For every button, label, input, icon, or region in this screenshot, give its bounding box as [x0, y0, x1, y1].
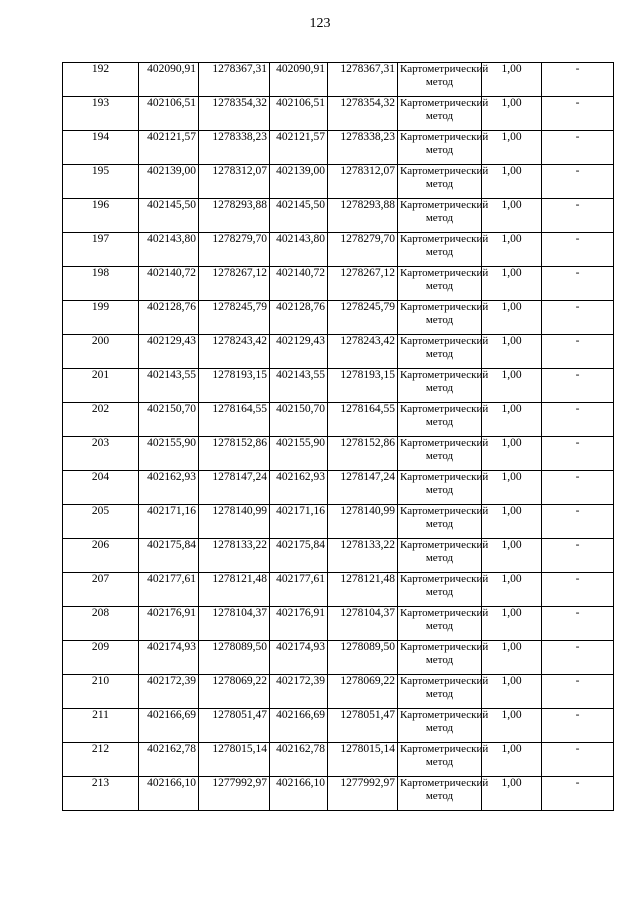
new-y-cell: 1278133,22	[328, 539, 398, 573]
point-number-cell: 206	[63, 539, 139, 573]
new-x-cell: 402106,51	[270, 97, 328, 131]
method-cell: Картометрический метод	[398, 131, 482, 165]
point-number-cell: 200	[63, 335, 139, 369]
new-y-cell: 1278015,14	[328, 743, 398, 777]
existing-y-cell: 1278015,14	[199, 743, 270, 777]
new-x-cell: 402166,10	[270, 777, 328, 811]
table-row	[63, 777, 614, 811]
note-cell: -	[542, 165, 614, 199]
new-y-cell: 1278104,37	[328, 607, 398, 641]
new-x-cell: 402177,61	[270, 573, 328, 607]
table-row	[63, 63, 614, 97]
note-cell: -	[542, 199, 614, 233]
new-y-cell: 1278267,12	[328, 267, 398, 301]
existing-y-cell: 1278354,32	[199, 97, 270, 131]
accuracy-cell: 1,00	[482, 539, 542, 573]
new-y-cell: 1278279,70	[328, 233, 398, 267]
table-row	[63, 335, 614, 369]
existing-x-cell: 402129,43	[139, 335, 199, 369]
existing-x-cell: 402143,55	[139, 369, 199, 403]
note-cell: -	[542, 539, 614, 573]
new-y-cell: 1278193,15	[328, 369, 398, 403]
existing-y-cell: 1278267,12	[199, 267, 270, 301]
table-row	[63, 199, 614, 233]
table-row	[63, 165, 614, 199]
new-x-cell: 402129,43	[270, 335, 328, 369]
point-number-cell: 212	[63, 743, 139, 777]
new-x-cell: 402175,84	[270, 539, 328, 573]
note-cell: -	[542, 641, 614, 675]
point-number-cell: 198	[63, 267, 139, 301]
point-number-cell: 199	[63, 301, 139, 335]
existing-y-cell: 1278147,24	[199, 471, 270, 505]
note-cell: -	[542, 233, 614, 267]
point-number-cell: 209	[63, 641, 139, 675]
new-x-cell: 402143,55	[270, 369, 328, 403]
point-number-cell: 213	[63, 777, 139, 811]
new-x-cell: 402139,00	[270, 165, 328, 199]
new-x-cell: 402162,93	[270, 471, 328, 505]
method-cell: Картометрический метод	[398, 641, 482, 675]
existing-x-cell: 402155,90	[139, 437, 199, 471]
existing-x-cell: 402128,76	[139, 301, 199, 335]
point-number-cell: 197	[63, 233, 139, 267]
method-cell: Картометрический метод	[398, 233, 482, 267]
accuracy-cell: 1,00	[482, 743, 542, 777]
accuracy-cell: 1,00	[482, 131, 542, 165]
note-cell: -	[542, 369, 614, 403]
point-number-cell: 202	[63, 403, 139, 437]
new-x-cell: 402150,70	[270, 403, 328, 437]
new-y-cell: 1278152,86	[328, 437, 398, 471]
accuracy-cell: 1,00	[482, 709, 542, 743]
note-cell: -	[542, 335, 614, 369]
new-y-cell: 1278293,88	[328, 199, 398, 233]
existing-x-cell: 402172,39	[139, 675, 199, 709]
accuracy-cell: 1,00	[482, 777, 542, 811]
point-number-cell: 208	[63, 607, 139, 641]
existing-x-cell: 402139,00	[139, 165, 199, 199]
note-cell: -	[542, 301, 614, 335]
new-y-cell: 1278243,42	[328, 335, 398, 369]
existing-x-cell: 402175,84	[139, 539, 199, 573]
new-y-cell: 1278089,50	[328, 641, 398, 675]
point-number-cell: 195	[63, 165, 139, 199]
accuracy-cell: 1,00	[482, 675, 542, 709]
table-row	[63, 233, 614, 267]
existing-x-cell: 402143,80	[139, 233, 199, 267]
point-number-cell: 211	[63, 709, 139, 743]
method-cell: Картометрический метод	[398, 403, 482, 437]
table-row	[63, 131, 614, 165]
accuracy-cell: 1,00	[482, 369, 542, 403]
point-number-cell: 194	[63, 131, 139, 165]
note-cell: -	[542, 675, 614, 709]
note-cell: -	[542, 403, 614, 437]
point-number-cell: 210	[63, 675, 139, 709]
new-y-cell: 1278147,24	[328, 471, 398, 505]
accuracy-cell: 1,00	[482, 403, 542, 437]
new-x-cell: 402162,78	[270, 743, 328, 777]
existing-y-cell: 1278243,42	[199, 335, 270, 369]
new-y-cell: 1278164,55	[328, 403, 398, 437]
table-row	[63, 301, 614, 335]
table-row	[63, 505, 614, 539]
new-y-cell: 1278121,48	[328, 573, 398, 607]
note-cell: -	[542, 505, 614, 539]
existing-y-cell: 1278121,48	[199, 573, 270, 607]
table-row	[63, 709, 614, 743]
existing-x-cell: 402166,10	[139, 777, 199, 811]
point-number-cell: 201	[63, 369, 139, 403]
method-cell: Картометрический метод	[398, 505, 482, 539]
existing-x-cell: 402150,70	[139, 403, 199, 437]
method-cell: Картометрический метод	[398, 165, 482, 199]
note-cell: -	[542, 607, 614, 641]
new-y-cell: 1278354,32	[328, 97, 398, 131]
coordinates-table	[62, 62, 614, 811]
new-x-cell: 402128,76	[270, 301, 328, 335]
existing-x-cell: 402177,61	[139, 573, 199, 607]
existing-x-cell: 402162,78	[139, 743, 199, 777]
new-x-cell: 402166,69	[270, 709, 328, 743]
existing-x-cell: 402121,57	[139, 131, 199, 165]
method-cell: Картометрический метод	[398, 709, 482, 743]
new-x-cell: 402143,80	[270, 233, 328, 267]
point-number-cell: 205	[63, 505, 139, 539]
existing-x-cell: 402176,91	[139, 607, 199, 641]
table-row	[63, 641, 614, 675]
new-x-cell: 402140,72	[270, 267, 328, 301]
existing-y-cell: 1278069,22	[199, 675, 270, 709]
table-row	[63, 539, 614, 573]
existing-y-cell: 1278089,50	[199, 641, 270, 675]
point-number-cell: 207	[63, 573, 139, 607]
table-row	[63, 607, 614, 641]
note-cell: -	[542, 63, 614, 97]
table-row	[63, 675, 614, 709]
point-number-cell: 204	[63, 471, 139, 505]
table-row	[63, 403, 614, 437]
table-row	[63, 437, 614, 471]
note-cell: -	[542, 777, 614, 811]
new-x-cell: 402176,91	[270, 607, 328, 641]
method-cell: Картометрический метод	[398, 267, 482, 301]
new-x-cell: 402155,90	[270, 437, 328, 471]
new-x-cell: 402090,91	[270, 63, 328, 97]
accuracy-cell: 1,00	[482, 607, 542, 641]
accuracy-cell: 1,00	[482, 199, 542, 233]
existing-x-cell: 402140,72	[139, 267, 199, 301]
method-cell: Картометрический метод	[398, 573, 482, 607]
new-y-cell: 1278140,99	[328, 505, 398, 539]
existing-y-cell: 1278279,70	[199, 233, 270, 267]
new-x-cell: 402121,57	[270, 131, 328, 165]
table-row	[63, 471, 614, 505]
new-y-cell: 1278338,23	[328, 131, 398, 165]
accuracy-cell: 1,00	[482, 471, 542, 505]
accuracy-cell: 1,00	[482, 165, 542, 199]
new-y-cell: 1278312,07	[328, 165, 398, 199]
existing-y-cell: 1278312,07	[199, 165, 270, 199]
point-number-cell: 193	[63, 97, 139, 131]
method-cell: Картометрический метод	[398, 777, 482, 811]
existing-y-cell: 1278338,23	[199, 131, 270, 165]
point-number-cell: 203	[63, 437, 139, 471]
new-x-cell: 402174,93	[270, 641, 328, 675]
point-number-cell: 192	[63, 63, 139, 97]
note-cell: -	[542, 267, 614, 301]
existing-y-cell: 1278140,99	[199, 505, 270, 539]
existing-x-cell: 402166,69	[139, 709, 199, 743]
existing-x-cell: 402106,51	[139, 97, 199, 131]
new-y-cell: 1277992,97	[328, 777, 398, 811]
note-cell: -	[542, 709, 614, 743]
accuracy-cell: 1,00	[482, 63, 542, 97]
note-cell: -	[542, 743, 614, 777]
note-cell: -	[542, 573, 614, 607]
accuracy-cell: 1,00	[482, 505, 542, 539]
method-cell: Картометрический метод	[398, 63, 482, 97]
existing-y-cell: 1278293,88	[199, 199, 270, 233]
new-y-cell: 1278051,47	[328, 709, 398, 743]
existing-y-cell: 1278245,79	[199, 301, 270, 335]
existing-y-cell: 1278104,37	[199, 607, 270, 641]
new-x-cell: 402145,50	[270, 199, 328, 233]
accuracy-cell: 1,00	[482, 335, 542, 369]
method-cell: Картометрический метод	[398, 539, 482, 573]
accuracy-cell: 1,00	[482, 267, 542, 301]
method-cell: Картометрический метод	[398, 97, 482, 131]
table-row	[63, 743, 614, 777]
existing-y-cell: 1277992,97	[199, 777, 270, 811]
page-number: 123	[309, 16, 331, 31]
method-cell: Картометрический метод	[398, 199, 482, 233]
table-row	[63, 97, 614, 131]
note-cell: -	[542, 97, 614, 131]
existing-y-cell: 1278193,15	[199, 369, 270, 403]
table-body	[63, 63, 614, 811]
existing-y-cell: 1278367,31	[199, 63, 270, 97]
note-cell: -	[542, 437, 614, 471]
new-y-cell: 1278245,79	[328, 301, 398, 335]
existing-x-cell: 402171,16	[139, 505, 199, 539]
note-cell: -	[542, 131, 614, 165]
existing-y-cell: 1278133,22	[199, 539, 270, 573]
new-y-cell: 1278367,31	[328, 63, 398, 97]
accuracy-cell: 1,00	[482, 437, 542, 471]
existing-x-cell: 402174,93	[139, 641, 199, 675]
existing-x-cell: 402090,91	[139, 63, 199, 97]
existing-x-cell: 402145,50	[139, 199, 199, 233]
method-cell: Картометрический метод	[398, 743, 482, 777]
existing-y-cell: 1278051,47	[199, 709, 270, 743]
method-cell: Картометрический метод	[398, 607, 482, 641]
existing-y-cell: 1278164,55	[199, 403, 270, 437]
new-x-cell: 402171,16	[270, 505, 328, 539]
method-cell: Картометрический метод	[398, 471, 482, 505]
method-cell: Картометрический метод	[398, 335, 482, 369]
table-row	[63, 267, 614, 301]
table-row	[63, 573, 614, 607]
accuracy-cell: 1,00	[482, 233, 542, 267]
accuracy-cell: 1,00	[482, 301, 542, 335]
point-number-cell: 196	[63, 199, 139, 233]
accuracy-cell: 1,00	[482, 573, 542, 607]
accuracy-cell: 1,00	[482, 641, 542, 675]
method-cell: Картометрический метод	[398, 301, 482, 335]
existing-y-cell: 1278152,86	[199, 437, 270, 471]
accuracy-cell: 1,00	[482, 97, 542, 131]
table-row	[63, 369, 614, 403]
existing-x-cell: 402162,93	[139, 471, 199, 505]
method-cell: Картометрический метод	[398, 369, 482, 403]
note-cell: -	[542, 471, 614, 505]
new-x-cell: 402172,39	[270, 675, 328, 709]
method-cell: Картометрический метод	[398, 675, 482, 709]
method-cell: Картометрический метод	[398, 437, 482, 471]
new-y-cell: 1278069,22	[328, 675, 398, 709]
